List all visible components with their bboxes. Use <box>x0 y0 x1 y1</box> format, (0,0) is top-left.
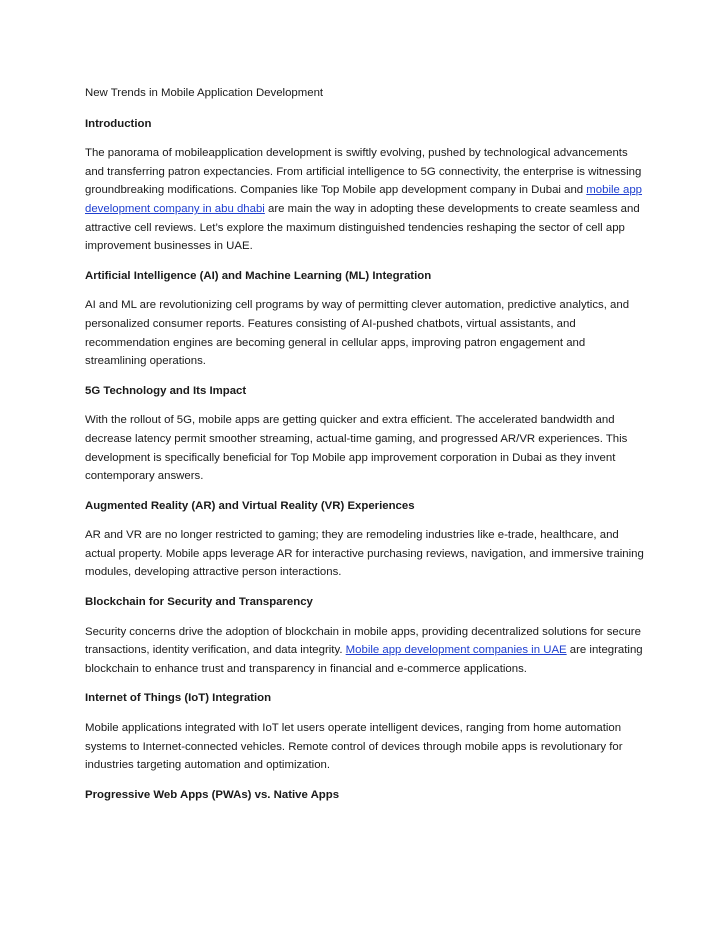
heading-ar-vr: Augmented Reality (AR) and Virtual Reality (VR) Experiences <box>85 499 415 512</box>
paragraph-blockchain <box>85 623 645 679</box>
heading-5g: 5G Technology and Its Impact <box>85 384 247 397</box>
heading-introduction: Introduction <box>85 117 152 130</box>
paragraph-ar-vr: AR and VR are no longer restricted to gaming; they are remodeling industries like e-trade, healthcare, and actual property. Mobile apps leverage AR for interactive purchasing reviews, navigation, and immersive training modules, developing attractive person interactions. <box>85 529 644 579</box>
heading-iot: Internet of Things (IoT) Integration <box>85 692 272 705</box>
blockchain-text-1: Security concerns drive the adoption of blockchain in mobile apps, providing decentralized solutions for secure transactions, identity verification, and data integrity. <box>85 625 641 657</box>
paragraph-iot: Mobile applications integrated with IoT let users operate intelligent devices, ranging from home automation systems to Internet-connected vehicles. Remote control of devices through mobile apps is revolutionary for industries targeting automation and optimization. <box>85 722 623 772</box>
link-abu-dhabi[interactable]: mobile app development company in abu dhabi <box>85 184 643 215</box>
document-page <box>85 84 645 815</box>
paragraph-ai-ml: AI and ML are revolutionizing cell programs by way of permitting clever automation, predictive analytics, and personalized consumer reports. Features consisting of AI-pushed chatbots, virtual assistants, and recommendation engines are becoming general in cellular apps, improving patron engagement and streamlining operations. <box>85 299 630 368</box>
link-uae-companies[interactable]: Mobile app development companies in UAE <box>345 644 567 657</box>
paragraph-5g: With the rollout of 5G, mobile apps are getting quicker and extra efficient. The accelerated bandwidth and decrease latency permit smoother streaming, actual-time gaming, and progressed AR/VR experiences. This development is specifically beneficial for Top Mobile app improvement corporation in Dubai as they invent contemporary answers. <box>85 414 628 483</box>
intro-text-1: The panorama of mobileapplication development is swiftly evolving, pushed by technological advancements and transferring patron expectancies. From artificial intelligence to 5G connectivity, the enterprise is witnessing groundbreaking modifications. Companies like Top Mobile app development company in Dubai and <box>85 147 642 197</box>
intro-text-2: are main the way in adopting these developments to create seamless and attractive cell reviews. Let’s explore the maximum distinguished tendencies reshaping the sector of cell app improvement businesses in UAE. <box>85 202 640 253</box>
heading-blockchain: Blockchain for Security and Transparency <box>85 596 313 609</box>
document-title: New Trends in Mobile Application Development <box>85 87 324 99</box>
heading-ai-ml: Artificial Intelligence (AI) and Machine Learning (ML) Integration <box>85 269 432 282</box>
heading-pwa: Progressive Web Apps (PWAs) vs. Native Apps <box>85 788 340 801</box>
paragraph-introduction <box>85 144 645 256</box>
blockchain-text-2: are integrating blockchain to enhance trust and transparency in financial and e-commerce applications. <box>85 644 643 675</box>
